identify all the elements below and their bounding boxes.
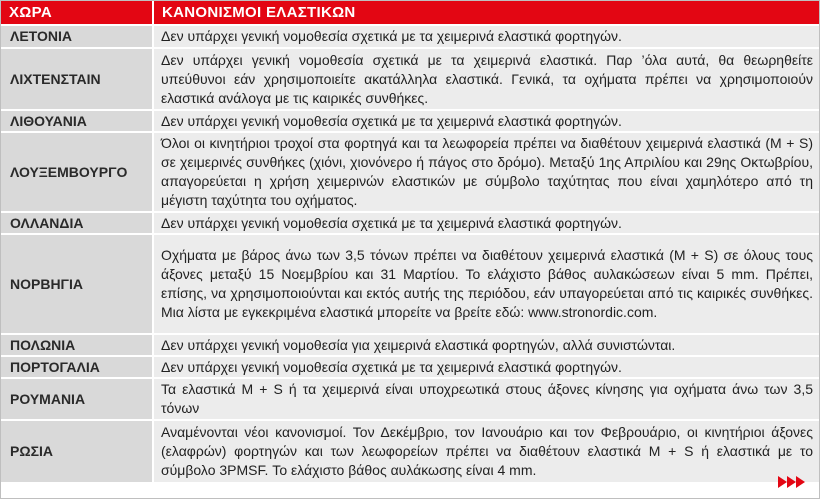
header-rules: ΚΑΝΟΝΙΣΜΟΙ ΕΛΑΣΤΙΚΩΝ (153, 1, 819, 25)
header-country: ΧΩΡΑ (1, 1, 153, 25)
table-row (1, 378, 819, 420)
tyre-regulations-table (1, 1, 819, 482)
country-cell: ΛΙΘΟΥΑΝΙΑ (1, 110, 153, 132)
table-row (1, 212, 819, 234)
rule-cell: Όλοι οι κινητήριοι τροχοί στα φορτηγά και τα λεωφορεία πρέπει να διαθέτουν χειμερινά ελαστικά (M + S) σε χειμερινές συνθήκες (χιόνι, χιονόνερο ή πάγος στο δρόμο). Μεταξύ 1ης Απριλίου και 29ης Οκτωβρίου, απαγορεύεται η χρήση χειμερινών ελαστικών με σύμβολο ταχύτητας που είναι χαμηλότερο από τη μέγιστη ταχύτητα του οχήματος. (153, 132, 819, 212)
rule-cell: Δεν υπάρχει γενική νομοθεσία σχετικά με τα χειμερινά ελαστικά φορτηγών. (153, 25, 819, 48)
country-cell: ΛΙΧΤΕΝΣΤΑΙΝ (1, 48, 153, 110)
rule-cell: Οχήματα με βάρος άνω των 3,5 τόνων πρέπει να διαθέτουν χειμερινά ελαστικά (M + S) σε όλους τους άξονες μεταξύ 15 Νοεμβρίου και 31 Μαρτίου. Το ελάχιστο βάθος αυλακώσεων είναι 5 mm. Πρέπει, επίσης, να χρησιμοποιούνται και εκτός αυτής της περιόδου, εάν υπαγορεύεται από τις καιρικές συνθήκες. Μια λίστα με εγκεκριμένα ελαστικά μπορείτε να βρείτε εδώ: www.stronordic.com. (153, 234, 819, 334)
table-header-row (1, 1, 819, 25)
country-cell: ΠΟΛΩΝΙΑ (1, 334, 153, 356)
table-row (1, 234, 819, 334)
rule-cell: Τα ελαστικά M + S ή τα χειμερινά είναι υποχρεωτικά στους άξονες κίνησης για οχήματα άνω των 3,5 τόνων (153, 378, 819, 420)
triple-right-arrow-icon (778, 476, 805, 488)
rule-cell: Δεν υπάρχει γενική νομοθεσία σχετικά με τα χειμερινά ελαστικά φορτηγών. (153, 212, 819, 234)
rule-cell: Δεν υπάρχει γενική νομοθεσία σχετικά με τα χειμερινά ελαστικά φορτηγών. (153, 356, 819, 378)
table-row (1, 356, 819, 378)
country-cell: ΡΩΣΙΑ (1, 420, 153, 482)
rule-cell: Δεν υπάρχει γενική νομοθεσία σχετικά με τα χειμερινά ελαστικά φορτηγών. (153, 110, 819, 132)
table-row (1, 132, 819, 212)
table-row (1, 420, 819, 482)
country-cell: ΡΟΥΜΑΝΙΑ (1, 378, 153, 420)
rule-cell: Αναμένονται νέοι κανονισμοί. Τον Δεκέμβριο, τον Ιανουάριο και τον Φεβρουάριο, οι κινητήριοι άξονες (ελαφρών) φορτηγών και των λεωφορείων πρέπει να διαθέτουν ελαστικά M + S ή ελαστικά με το σύμβολο 3PMSF. Το ελάχιστο βάθος αυλάκωσης είναι 4 mm. (153, 420, 819, 482)
country-cell: ΟΛΛΑΝΔΙΑ (1, 212, 153, 234)
table-row (1, 110, 819, 132)
country-cell: ΛΕΤΟΝΙΑ (1, 25, 153, 48)
rule-cell: Δεν υπάρχει γενική νομοθεσία για χειμερινά ελαστικά φορτηγών, αλλά συνιστώνται. (153, 334, 819, 356)
table-row (1, 25, 819, 48)
rule-cell: Δεν υπάρχει γενική νομοθεσία σχετικά με τα χειμερινά ελαστικά. Παρ ’όλα αυτά, θα θεωρηθείτε υπεύθυνοι εάν χρησιμοποιείτε ακατάλληλα ελαστικά. Γενικά, τα οχήματα πρέπει να χρησιμοποιούν ελαστικά ανάλογα με τις καιρικές συνθήκες. (153, 48, 819, 110)
country-cell: ΠΟΡΤΟΓΑΛΙΑ (1, 356, 153, 378)
country-cell: ΝΟΡΒΗΓΙΑ (1, 234, 153, 334)
table-row (1, 48, 819, 110)
country-cell: ΛΟΥΞΕΜΒΟΥΡΓΟ (1, 132, 153, 212)
table-row (1, 334, 819, 356)
